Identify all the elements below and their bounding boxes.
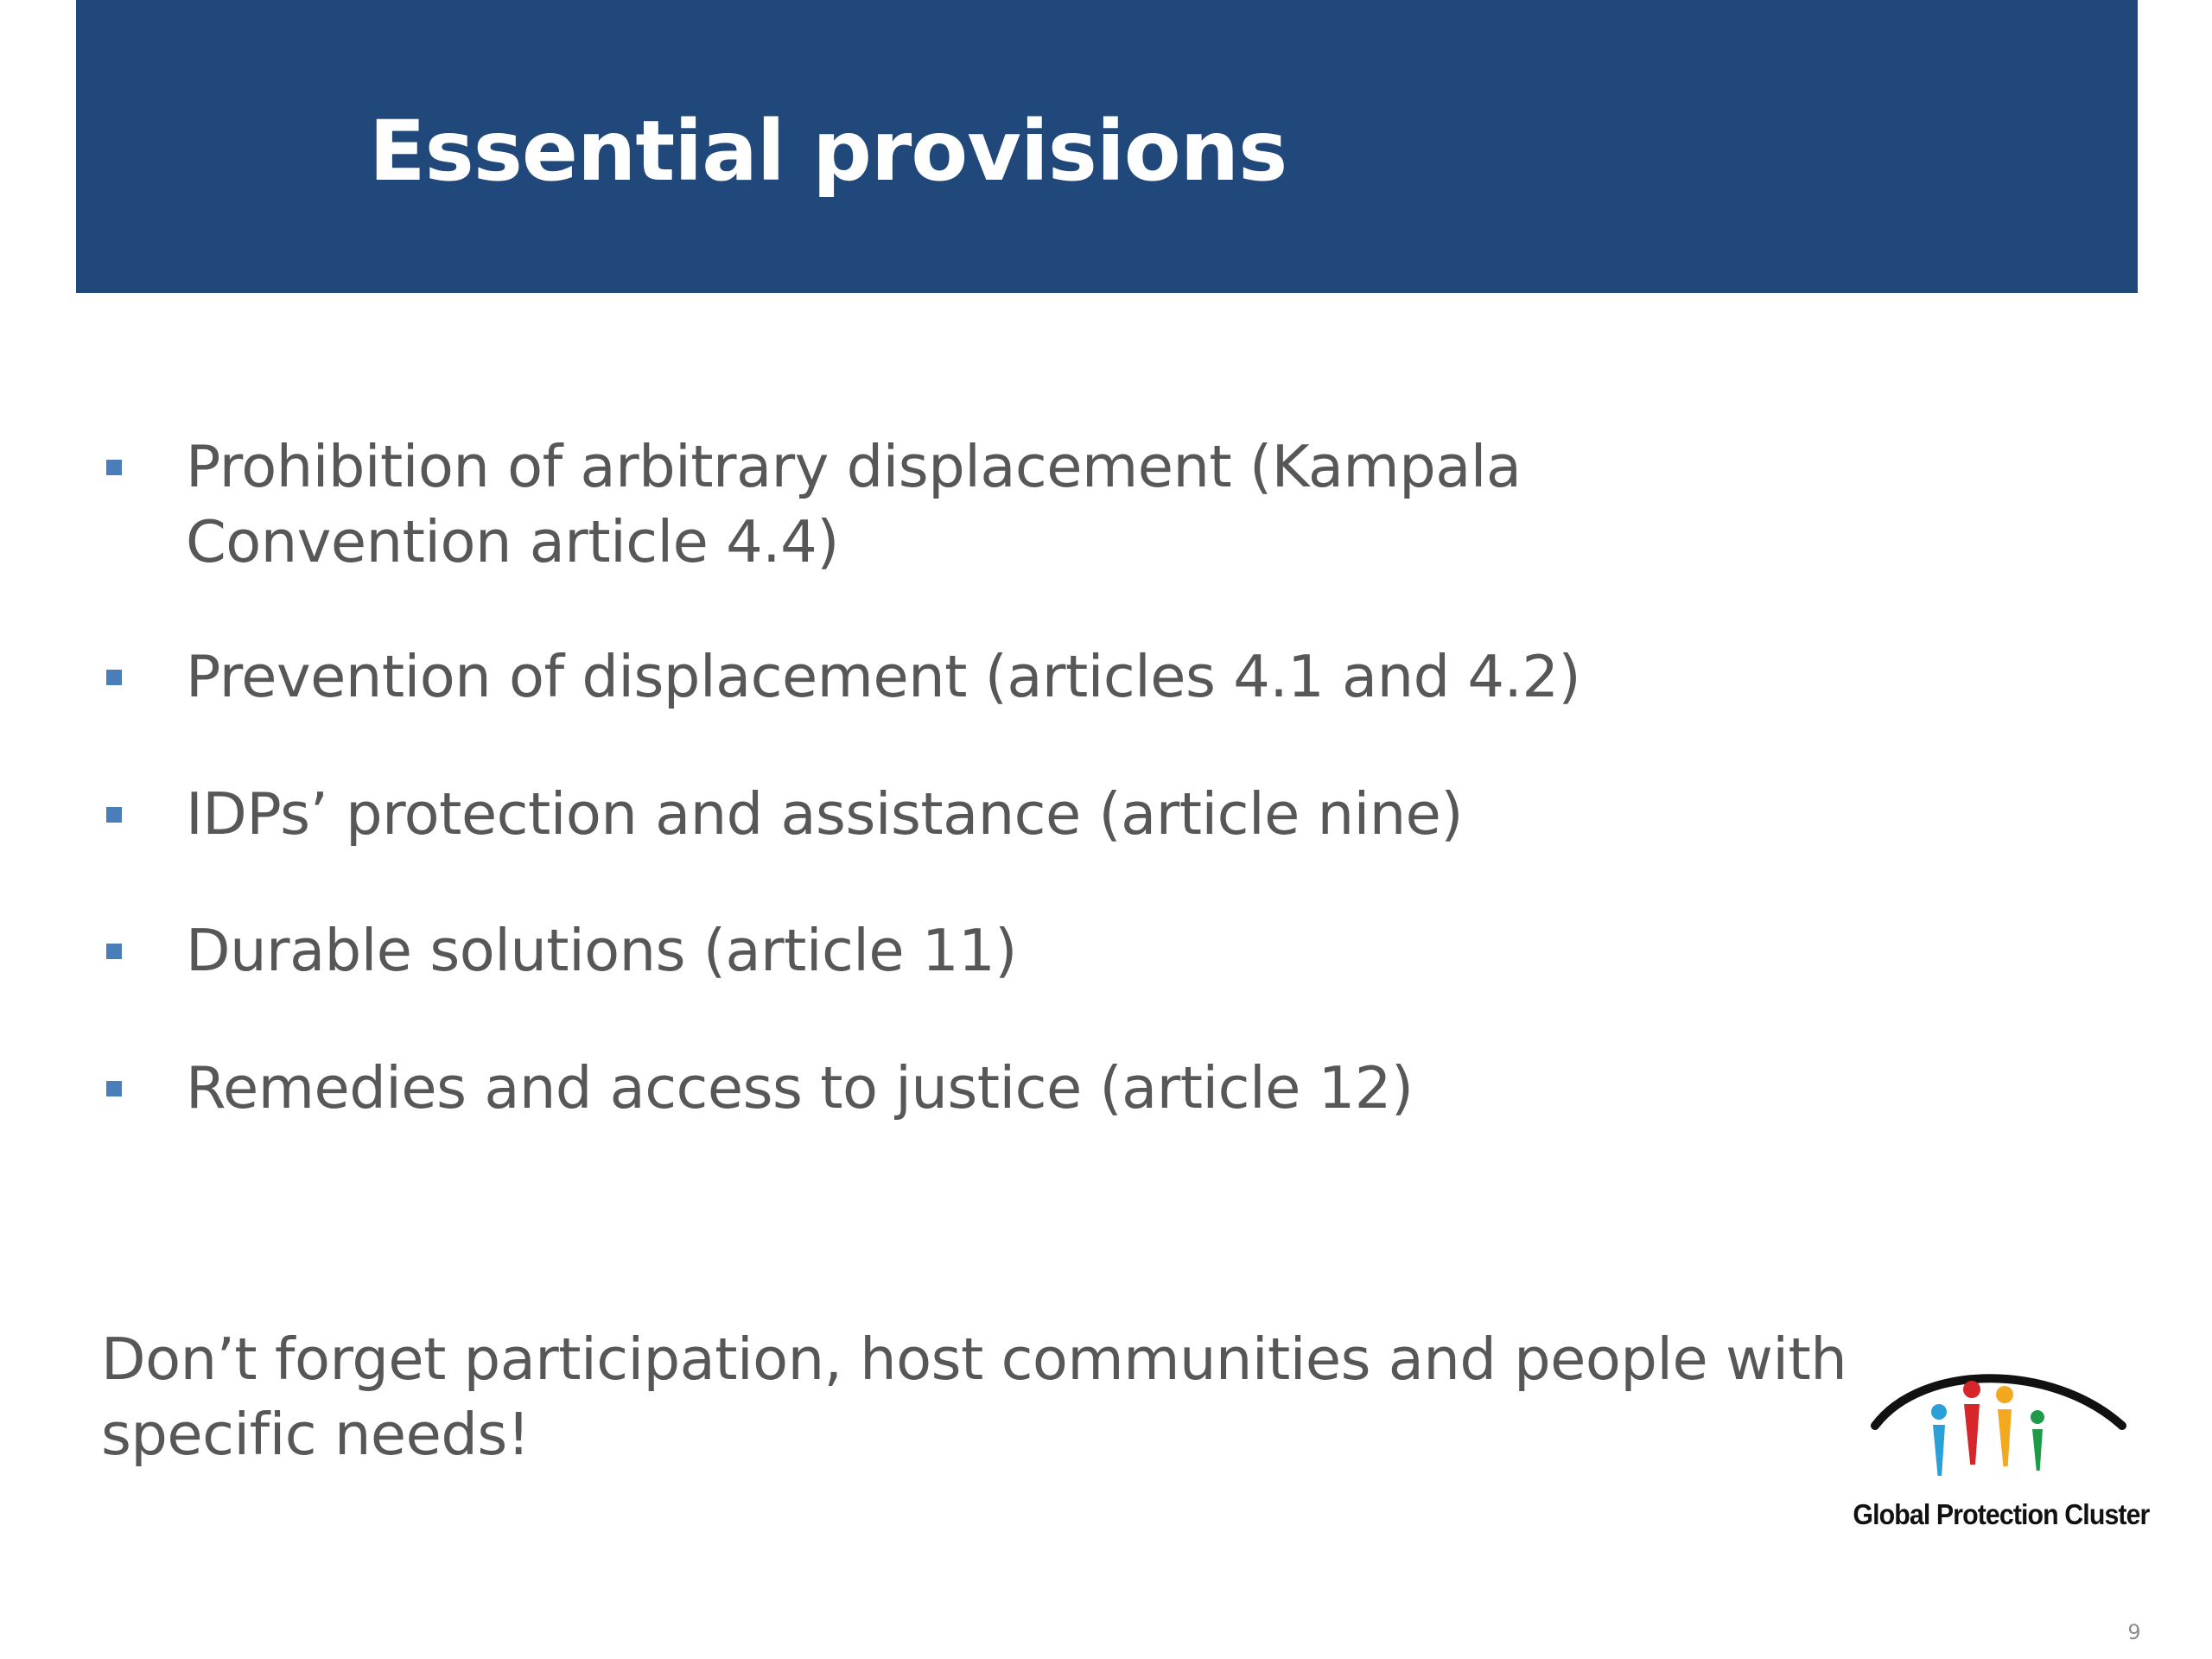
bullet-text: Durable solutions (article 11) <box>186 917 1017 984</box>
logo-figure-head <box>1996 1386 2013 1403</box>
bullet-marker <box>106 670 122 685</box>
bullet-marker <box>106 807 122 823</box>
logo-figure-body <box>1933 1425 1945 1476</box>
logo-figure-head <box>1963 1381 1980 1398</box>
bullet-marker <box>106 1081 122 1096</box>
bullet-text: IDPs’ protection and assistance (article nine) <box>186 780 1464 848</box>
footer-note: Don’t forget participation, host communities and people with specific needs! <box>101 1325 1847 1468</box>
logo-figure-head <box>1931 1404 1947 1420</box>
bullet-text: Remedies and access to justice (article 12) <box>186 1054 1414 1122</box>
logo-figure-body <box>2032 1429 2043 1471</box>
logo-figure-body <box>1998 1409 2012 1466</box>
bullet-text: Prevention of displacement (articles 4.1 and 4.2) <box>186 643 1581 710</box>
logo-figures-icon <box>1840 1352 2152 1499</box>
bullet-text: Prohibition of arbitrary displacement (Kampala Convention article 4.4) <box>186 433 1522 575</box>
bullet-marker <box>106 460 122 475</box>
logo-figure-head <box>2031 1410 2044 1424</box>
slide-title: Essential provisions <box>369 103 1287 200</box>
logo-figure-body <box>1964 1404 1980 1465</box>
bullet-marker <box>106 944 122 959</box>
page-number: 9 <box>2127 1620 2141 1644</box>
logo-text: Global Protection Cluster <box>1853 1498 2150 1530</box>
global-protection-cluster-logo <box>1840 1352 2152 1538</box>
